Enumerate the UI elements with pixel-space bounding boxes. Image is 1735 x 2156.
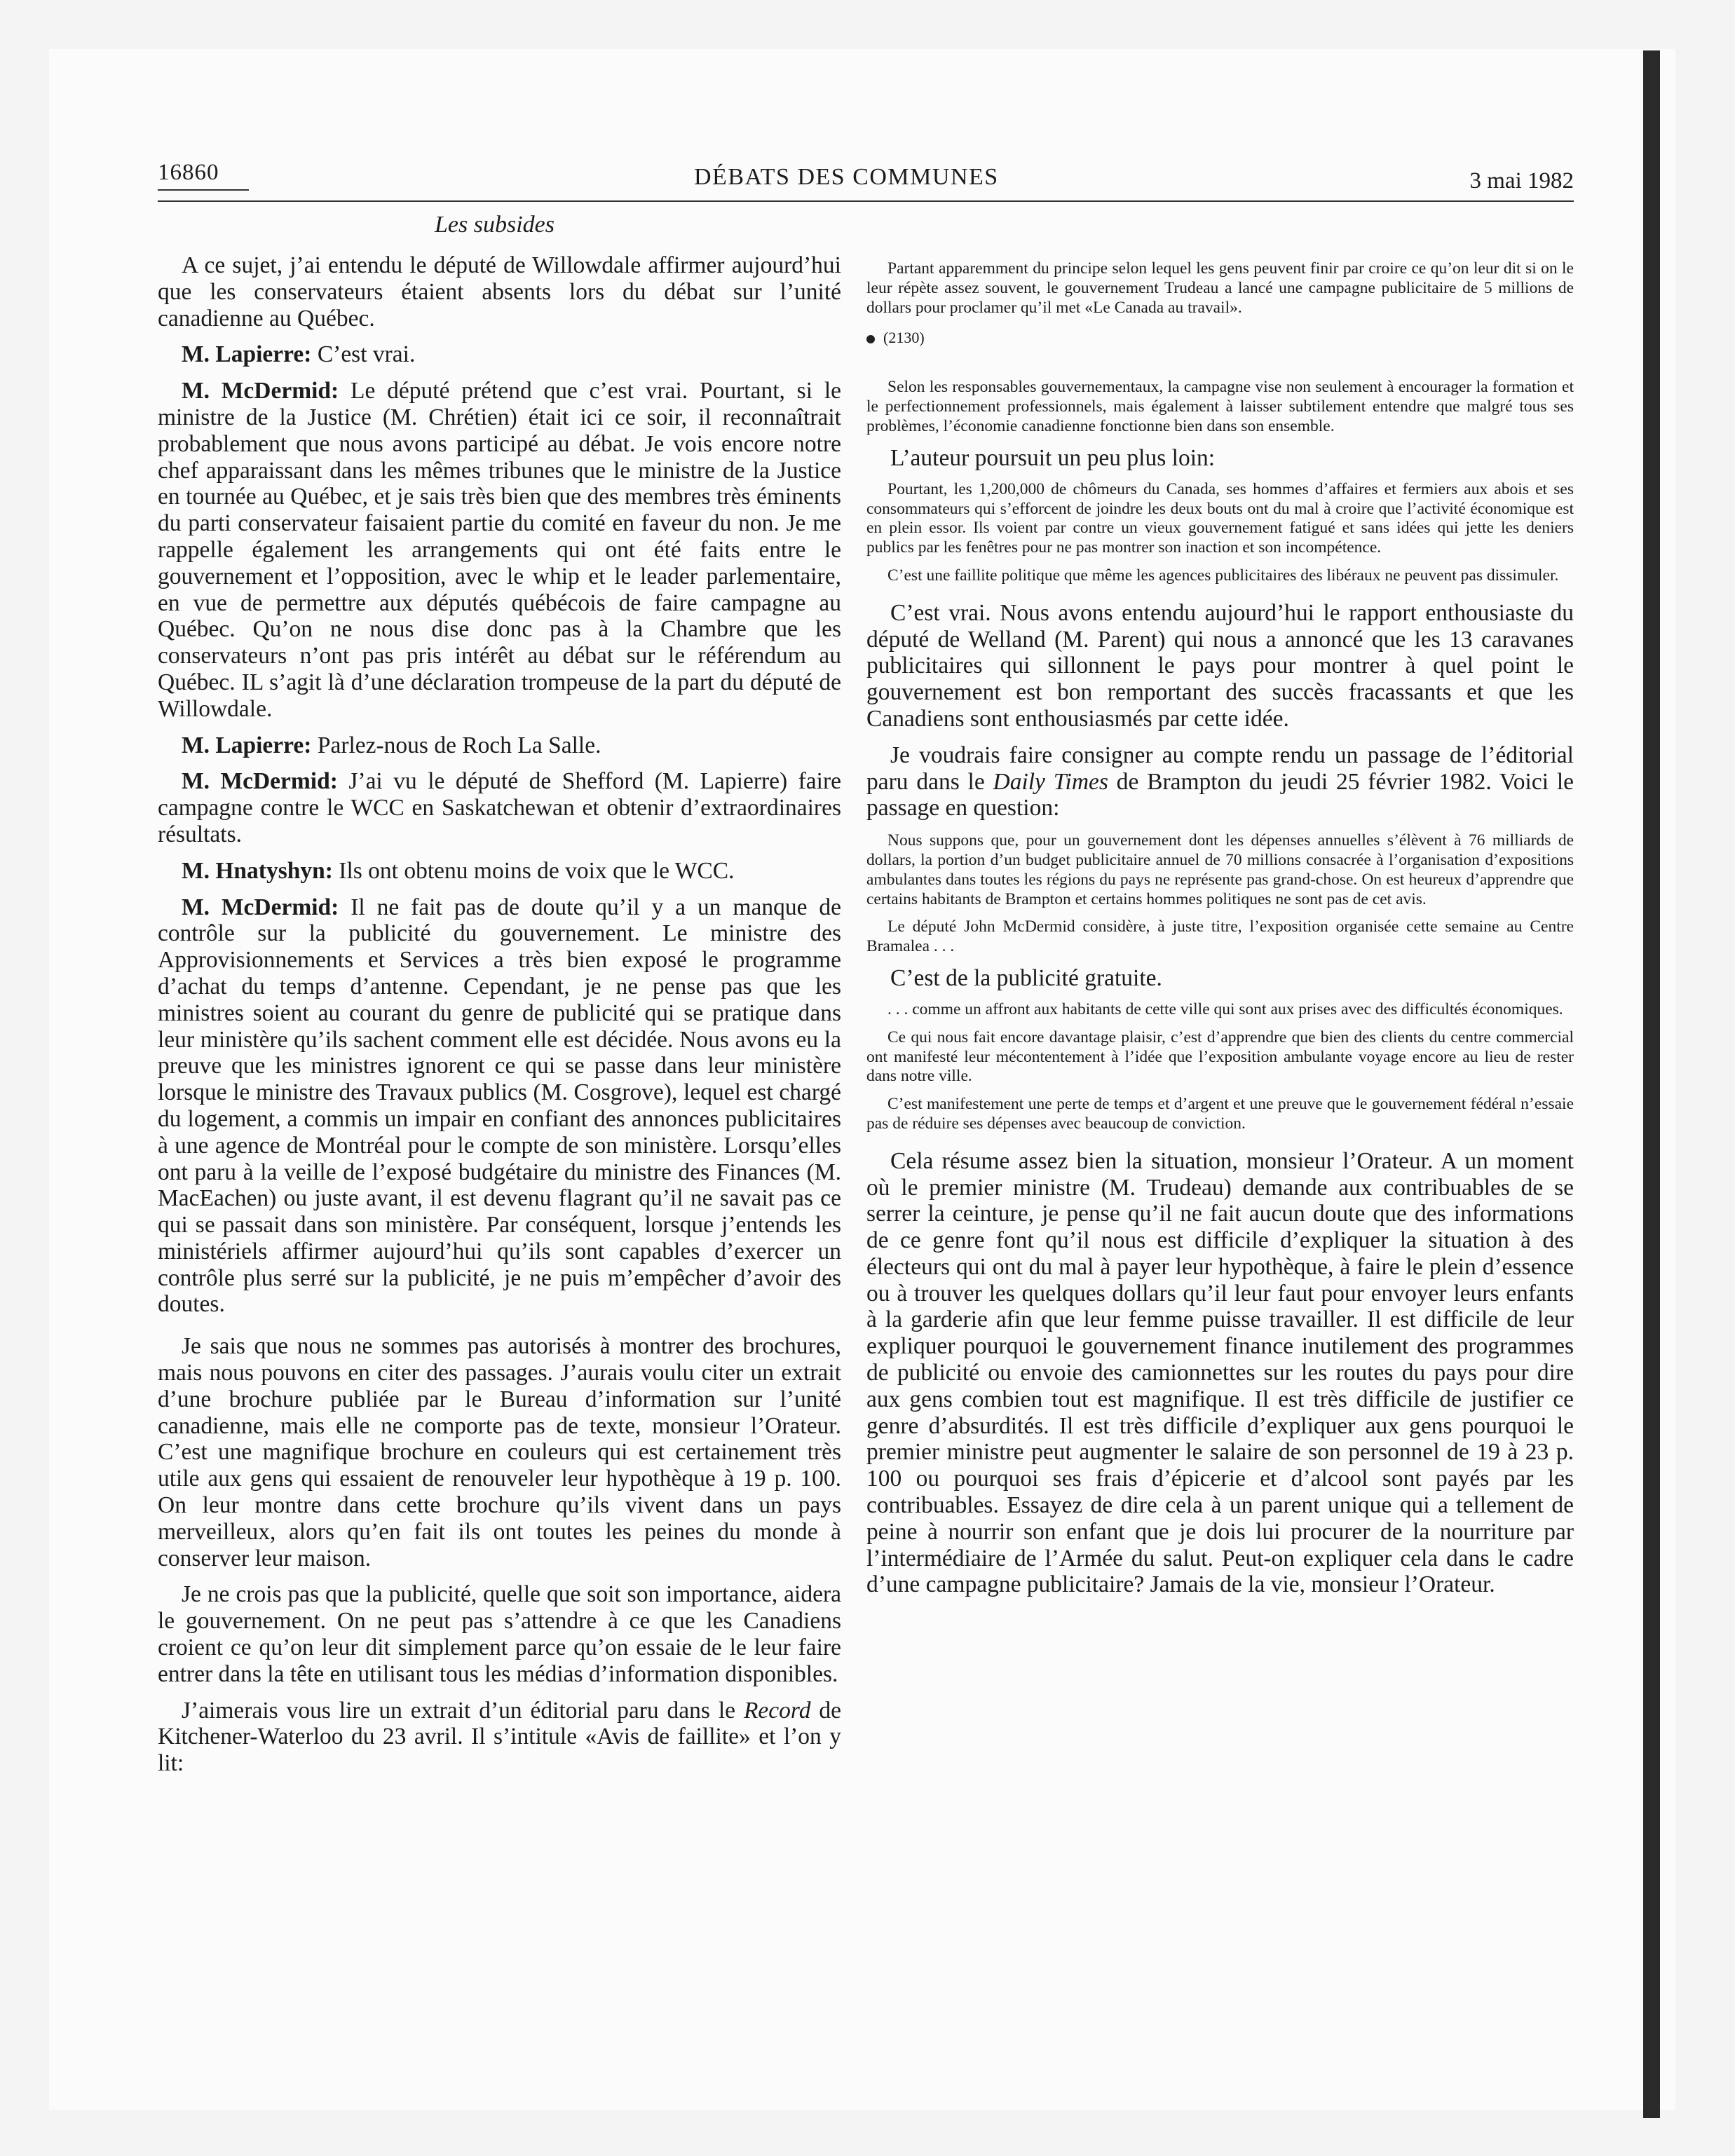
header-rule	[158, 200, 1574, 202]
paragraph-text: A ce sujet, j’ai entendu le député de Willowdale affirmer aujourd’hui que les conservateurs étaient absents lors du débat sur l’unité canadienne au Québec.	[158, 252, 841, 332]
paragraph	[158, 252, 841, 332]
paragraph-text: Je voudrais faire consigner au compte rendu un passage de l’éditorial paru dans le	[866, 742, 1574, 795]
right-column	[866, 259, 1574, 1608]
quotation: C’est manifestement une perte de temps et d’argent et une preuve que le gouvernement fédéral n’essaie pas de réduire ses dépenses avec beaucoup de conviction.	[866, 1095, 1574, 1133]
paragraph-text: Parlez-nous de Roch La Salle.	[317, 732, 601, 758]
paragraph	[866, 742, 1574, 821]
paragraph	[158, 768, 841, 847]
paragraph-text: Il ne fait pas de doute qu’il y a un manque de contrôle sur la publicité du gouvernement. Le ministre des Approvisionnements et Services a très bien exposé le programme d’achat du temps d’antenne. Cependant, je ne pense pas que les ministres soient au courant du genre de publicité qui se pratique dans leur ministère qu’ils sachent comment elle est décidée. Nous avons eu la preuve que les ministres ignorent ce qui se passe dans leur ministère lorsque le ministre des Travaux publics (M. Cosgrove), lequel est chargé du logement, a commis un impair en confiant des annonces publicitaires à une agence de Montréal pour le compte de son ministère. Lorsqu’elles ont paru à la veille de l’exposé budgétaire du ministre des Finances (M. MacEachen) ou juste avant, il est devenu flagrant qu’il ne savait pas ce qui se passait dans son ministère. Par conséquent, lorsque j’entends les ministériels affirmer aujourd’hui qu’ils sont capables d’exercer un contrôle plus serré sur la publicité, je ne puis m’empêcher d’avoir des doutes.	[158, 894, 841, 1318]
quotation: . . . comme un affront aux habitants de cette ville qui sont aux prises avec des difficultés économiques.	[887, 999, 1563, 1018]
paragraph	[158, 858, 841, 885]
paragraph	[158, 1581, 841, 1687]
paragraph-text: J’ai vu le député de Shefford (M. Lapierre) faire campagne contre le WCC en Saskatchewan et obtenir d’extraordinaires résultats.	[158, 768, 842, 847]
paragraph	[158, 1333, 841, 1571]
quotation: C’est une faillite politique que même les agences publicitaires des libéraux ne peuvent pas dissimuler.	[887, 566, 1559, 585]
paragraph-text: Je ne crois pas que la publicité, quelle que soit son importance, aidera le gouvernement. On ne peut pas s’attendre à ce que les Canadiens croient ce qu’on leur dit simplement parce qu’on essaie de le leur faire entrer dans la tête en utilisant tous les médias d’information disponibles.	[158, 1581, 841, 1687]
speaker-name: M. Lapierre:	[182, 732, 312, 758]
paragraph-text: C’est vrai.	[317, 341, 416, 368]
section-title: Les subsides	[435, 212, 554, 238]
speaker-name: M. McDermid:	[182, 894, 339, 920]
paragraph-text: Le député prétend que c’est vrai. Pourtant, si le ministre de la Justice (M. Chrétien) était ici ce soir, il reconnaîtrait probablement que nous avons participé au débat. Je vois encore notre chef apparaissant dans les mêmes tribunes que le ministre de la Justice en tournée au Québec, et je sais très bien que des membres très éminents du parti conservateur faisaient partie du comité en faveur du non. Je me rappelle également les arrangements qui ont été faits entre le gouvernement et l’opposition, avec le whip et le leader parlementaire, en vue de permettre aux députés québécois de faire campagne au Québec. Qu’on ne nous dise donc pas à la Chambre que les conservateurs n’ont pas pris intérêt au débat sur le référendum au Québec. IL s’agit là d’une déclaration trompeuse de la part du député de Willowdale.	[158, 378, 842, 722]
time-marker-text: (2130)	[883, 329, 925, 347]
paragraph-text: de Kitchener-Waterloo du 23 avril. Il s’intitule «Avis de faillite» et l’on y lit:	[158, 1697, 842, 1777]
page-date: 3 mai 1982	[1469, 168, 1574, 193]
paragraph: C’est de la publicité gratuite.	[890, 964, 1162, 991]
left-column	[158, 252, 841, 1787]
quotation: Le député John McDermid considère, à juste titre, l’exposition organisée cette semaine au Centre Bramalea . . .	[866, 917, 1574, 956]
speaker-name: M. McDermid:	[182, 768, 338, 795]
paragraph-text: Je sais que nous ne sommes pas autorisés à montrer des brochures, mais nous pouvons en citer des passages. J’aurais voulu citer un extrait d’une brochure publiée par le Bureau d’information sur l’unité canadienne, mais elle ne comporte pas de texte, monsieur l’Orateur. C’est une magnifique brochure en couleurs qui est certainement très utile aux gens qui essaient de renouveler leur hypothèque à 19 p. 100. On leur montre dans cette brochure qu’ils vivent dans un pays merveilleux, alors qu’en fait ils ont toutes les peines du monde à conserver leur maison.	[158, 1333, 841, 1571]
paragraph	[158, 1698, 841, 1777]
paragraph: L’auteur poursuit un peu plus loin:	[890, 444, 1216, 471]
paragraph-text: de Brampton du jeudi 25 février 1982. Voici le passage en question:	[866, 768, 1574, 821]
page-title: DÉBATS DES COMMUNES	[694, 164, 999, 190]
paragraph: C’est vrai. Nous avons entendu aujourd’hui le rapport enthousiaste du député de Welland (M. Parent) qui nous a annoncé que les 13 caravanes publicitaires qui sillonnent le pays pour montrer à quel point le gouvernement est bon remportant des succès fracassants et que les Canadiens sont enthousiasmés par cette idée.	[866, 599, 1574, 732]
paragraph-text: Ils ont obtenu moins de voix que le WCC.	[339, 857, 735, 884]
paragraph: Cela résume assez bien la situation, monsieur l’Orateur. A un moment où le premier ministre (M. Trudeau) demande aux contribuables de se serrer la ceinture, je pense qu’il ne fait aucun doute que des informations de ce genre font qu’il nous est difficile d’expliquer la situation à des électeurs qui ont du mal à payer leur hypothèque, à faire le plein d’essence ou à trouver les quelques dollars qu’il leur faut pour envoyer leurs enfants à la garderie afin que leur femme puisse travailler. Il est difficile de leur expliquer pourquoi le gouvernement finance inutilement des programmes de publicité ou envoie des camionnettes sur les routes du pays pour dire aux gens combien tout est magnifique. Il est très difficile de justifier ce genre d’absurdités. Il est très difficile d’expliquer aux gens pourquoi le premier ministre peut augmenter le salaire de son personnel de 19 à 23 p. 100 ou pourquoi ses frais d’épicerie et d’alcool sont payés par les contribuables. Essayez de dire cela à un parent unique qui a tellement de peine à nourrir son enfant que je dois lui procurer de la nourriture par l’intermédiaire de l’Armée du salut. Peut-on expliquer cela dans le cadre d’une campagne publicitaire? Jamais de la vie, monsieur l’Orateur.	[866, 1147, 1574, 1598]
paragraph-text: J’aimerais vous lire un extrait d’un éditorial paru dans le	[182, 1697, 744, 1724]
quotation: Pourtant, les 1,200,000 de chômeurs du Canada, ses hommes d’affaires et fermiers aux abois et ses consommateurs qui s’efforcent de joindre les deux bouts ont du mal à croire que l’activité économique est en plein essor. Ils voient par contre un vieux gouvernement fatigué et sans idées qui jette les deniers publics par les fenêtres pour ne pas montrer son inaction et son incompétence.	[866, 479, 1574, 557]
quotation: Selon les responsables gouvernementaux, la campagne vise non seulement à encourager la formation et le perfectionnement professionnels, mais également à laisser subtilement entendre que malgré tous ses problèmes, l’économie canadienne fonctionne bien dans son ensemble.	[866, 378, 1574, 435]
newspaper-name: Record	[743, 1697, 811, 1724]
paragraph	[158, 894, 841, 1318]
newspaper-name: Daily Times	[993, 768, 1108, 795]
quotation: Ce qui nous fait encore davantage plaisir, c’est d’apprendre que bien des clients du centre commercial ont manifesté leur mécontentement à l’idée que l’exposition ambulante voyage encore au lieu de rester dans notre ville.	[866, 1028, 1574, 1086]
paragraph	[158, 341, 841, 368]
page-header	[158, 160, 1574, 202]
speaker-name: M. Lapierre:	[182, 341, 312, 368]
page-number: 16860	[158, 160, 219, 185]
speaker-name: M. McDermid:	[182, 378, 339, 404]
paragraph	[158, 378, 841, 722]
quotation: Nous suppons que, pour un gouvernement dont les dépenses annuelles s’élèvent à 76 milliards de dollars, la portion d’un budget publicitaire annuel de 70 millions consacrée à l’organisation d’expositions ambulantes dans toutes les régions du pays ne représente pas grand-chose. On est heureux d’apprendre que certains habitants de Brampton et certains hommes politiques ne sont pas de cet avis.	[866, 831, 1574, 908]
scan-edge-bar	[1643, 50, 1660, 2118]
speaker-name: M. Hnatyshyn:	[182, 857, 333, 884]
bullet-icon	[866, 335, 875, 343]
quotation: Partant apparemment du principe selon lequel les gens peuvent finir par croire ce qu’on leur dit si on le leur répète assez souvent, le gouvernement Trudeau a lancé une campagne publicitaire de 5 millions de dollars pour proclamer qu’il met «Le Canada au travail».	[866, 259, 1574, 317]
page-number-underline	[158, 189, 249, 191]
time-marker	[866, 329, 1574, 347]
paragraph	[158, 732, 841, 759]
